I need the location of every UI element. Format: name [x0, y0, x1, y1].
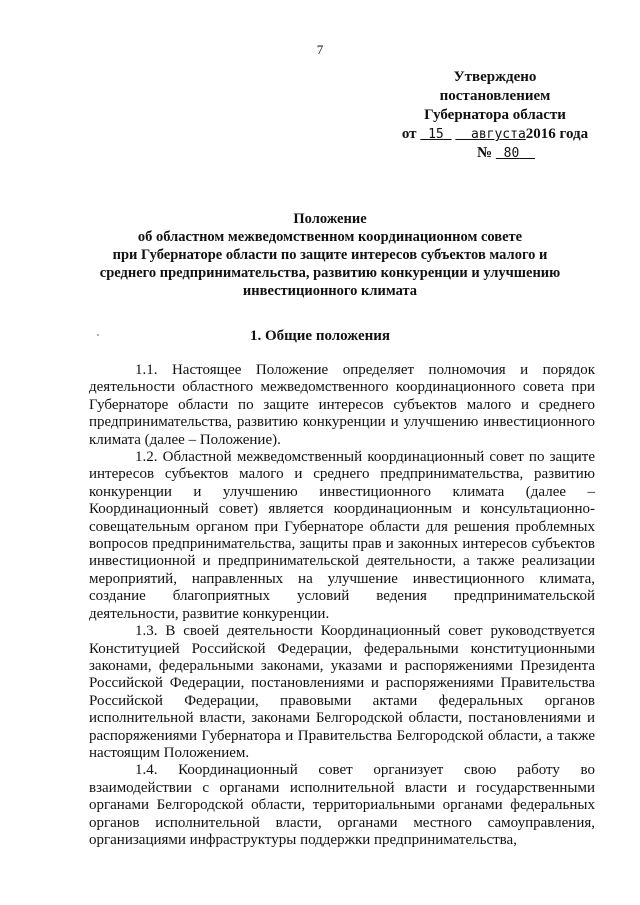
approval-line-approved: Утверждено [453, 69, 537, 85]
paragraph-1-1: 1.1. Настоящее Положение определяет полномочия и порядок деятельности областного межведомственного координационного совета при Губернаторе области по защите интересов субъектов малого и среднего предпринимательства, развитию конкуренции и улучшению инвестиционного климата (далее – Положение). [89, 362, 595, 448]
document-title [60, 210, 600, 300]
approval-block [380, 68, 610, 163]
approval-number-line [402, 144, 610, 163]
approval-number-value: 80 [503, 146, 520, 161]
approval-date-year: 2016 года [525, 126, 589, 142]
title-line-5: инвестиционного климата [242, 283, 418, 299]
approval-line-governor: Губернатора области [424, 107, 566, 123]
title-line-1: Положение [293, 211, 367, 227]
paragraph-1-2: 1.2. Областной межведомственный координационный совет по защите интересов субъектов малого и среднего предпринимательства, развитию конкуренции и улучшению инвестиционного климата (далее – Координационный совет) является координационным и консультационно-совещательным органом при Губернаторе области для решения проблемных вопросов предпринимательства, защиты прав и законных интересов субъектов инвестиционной и предпринимательской деятельности, а также реализации мероприятий, направленных на улучшение инвестиционного климата, создание благоприятных условий ведения предпринимательской деятельности, развитие конкуренции. [89, 449, 595, 622]
approval-number-prefix: № [477, 145, 493, 161]
paragraph-1-3: 1.3. В своей деятельности Координационный совет руководствуется Конституцией Российской Федерации, федеральными конституционными законами, федеральными законами, указами и распоряжениями Президента Российской Федерации, постановлениями и распоряжениями Правительства Российской Федерации, правовыми актами федеральных органов исполнительной власти, законами Белгородской области, постановлениями и распоряжениями Губернатора и Правительства Белгородской области, а также настоящим Положением. [89, 623, 595, 761]
page-number: 7 [316, 42, 324, 57]
section-heading: 1. Общие положения [249, 328, 391, 344]
approval-date-month: августа [471, 127, 526, 142]
section-body [89, 362, 595, 849]
approval-date-day: 15 [428, 127, 444, 142]
title-line-3: при Губернаторе области по защите интересов субъектов малого и [112, 247, 548, 263]
approval-date-prefix: от [401, 126, 417, 142]
approval-line-by-resolution: постановлением [439, 88, 551, 104]
approval-date-line [380, 125, 610, 144]
title-line-2: об областном межведомственном координационном совете [137, 229, 523, 245]
paragraph-1-4: 1.4. Координационный совет организует свою работу во взаимодействии с органами исполнительной власти и государственными органами Белгородской области, территориальными органами федеральных органов исполнительной власти, органами местного самоуправления, организациями инфраструктуры поддержки предпринимательства, [89, 762, 595, 848]
title-line-4: среднего предпринимательства, развитию конкуренции и улучшению [99, 265, 561, 281]
